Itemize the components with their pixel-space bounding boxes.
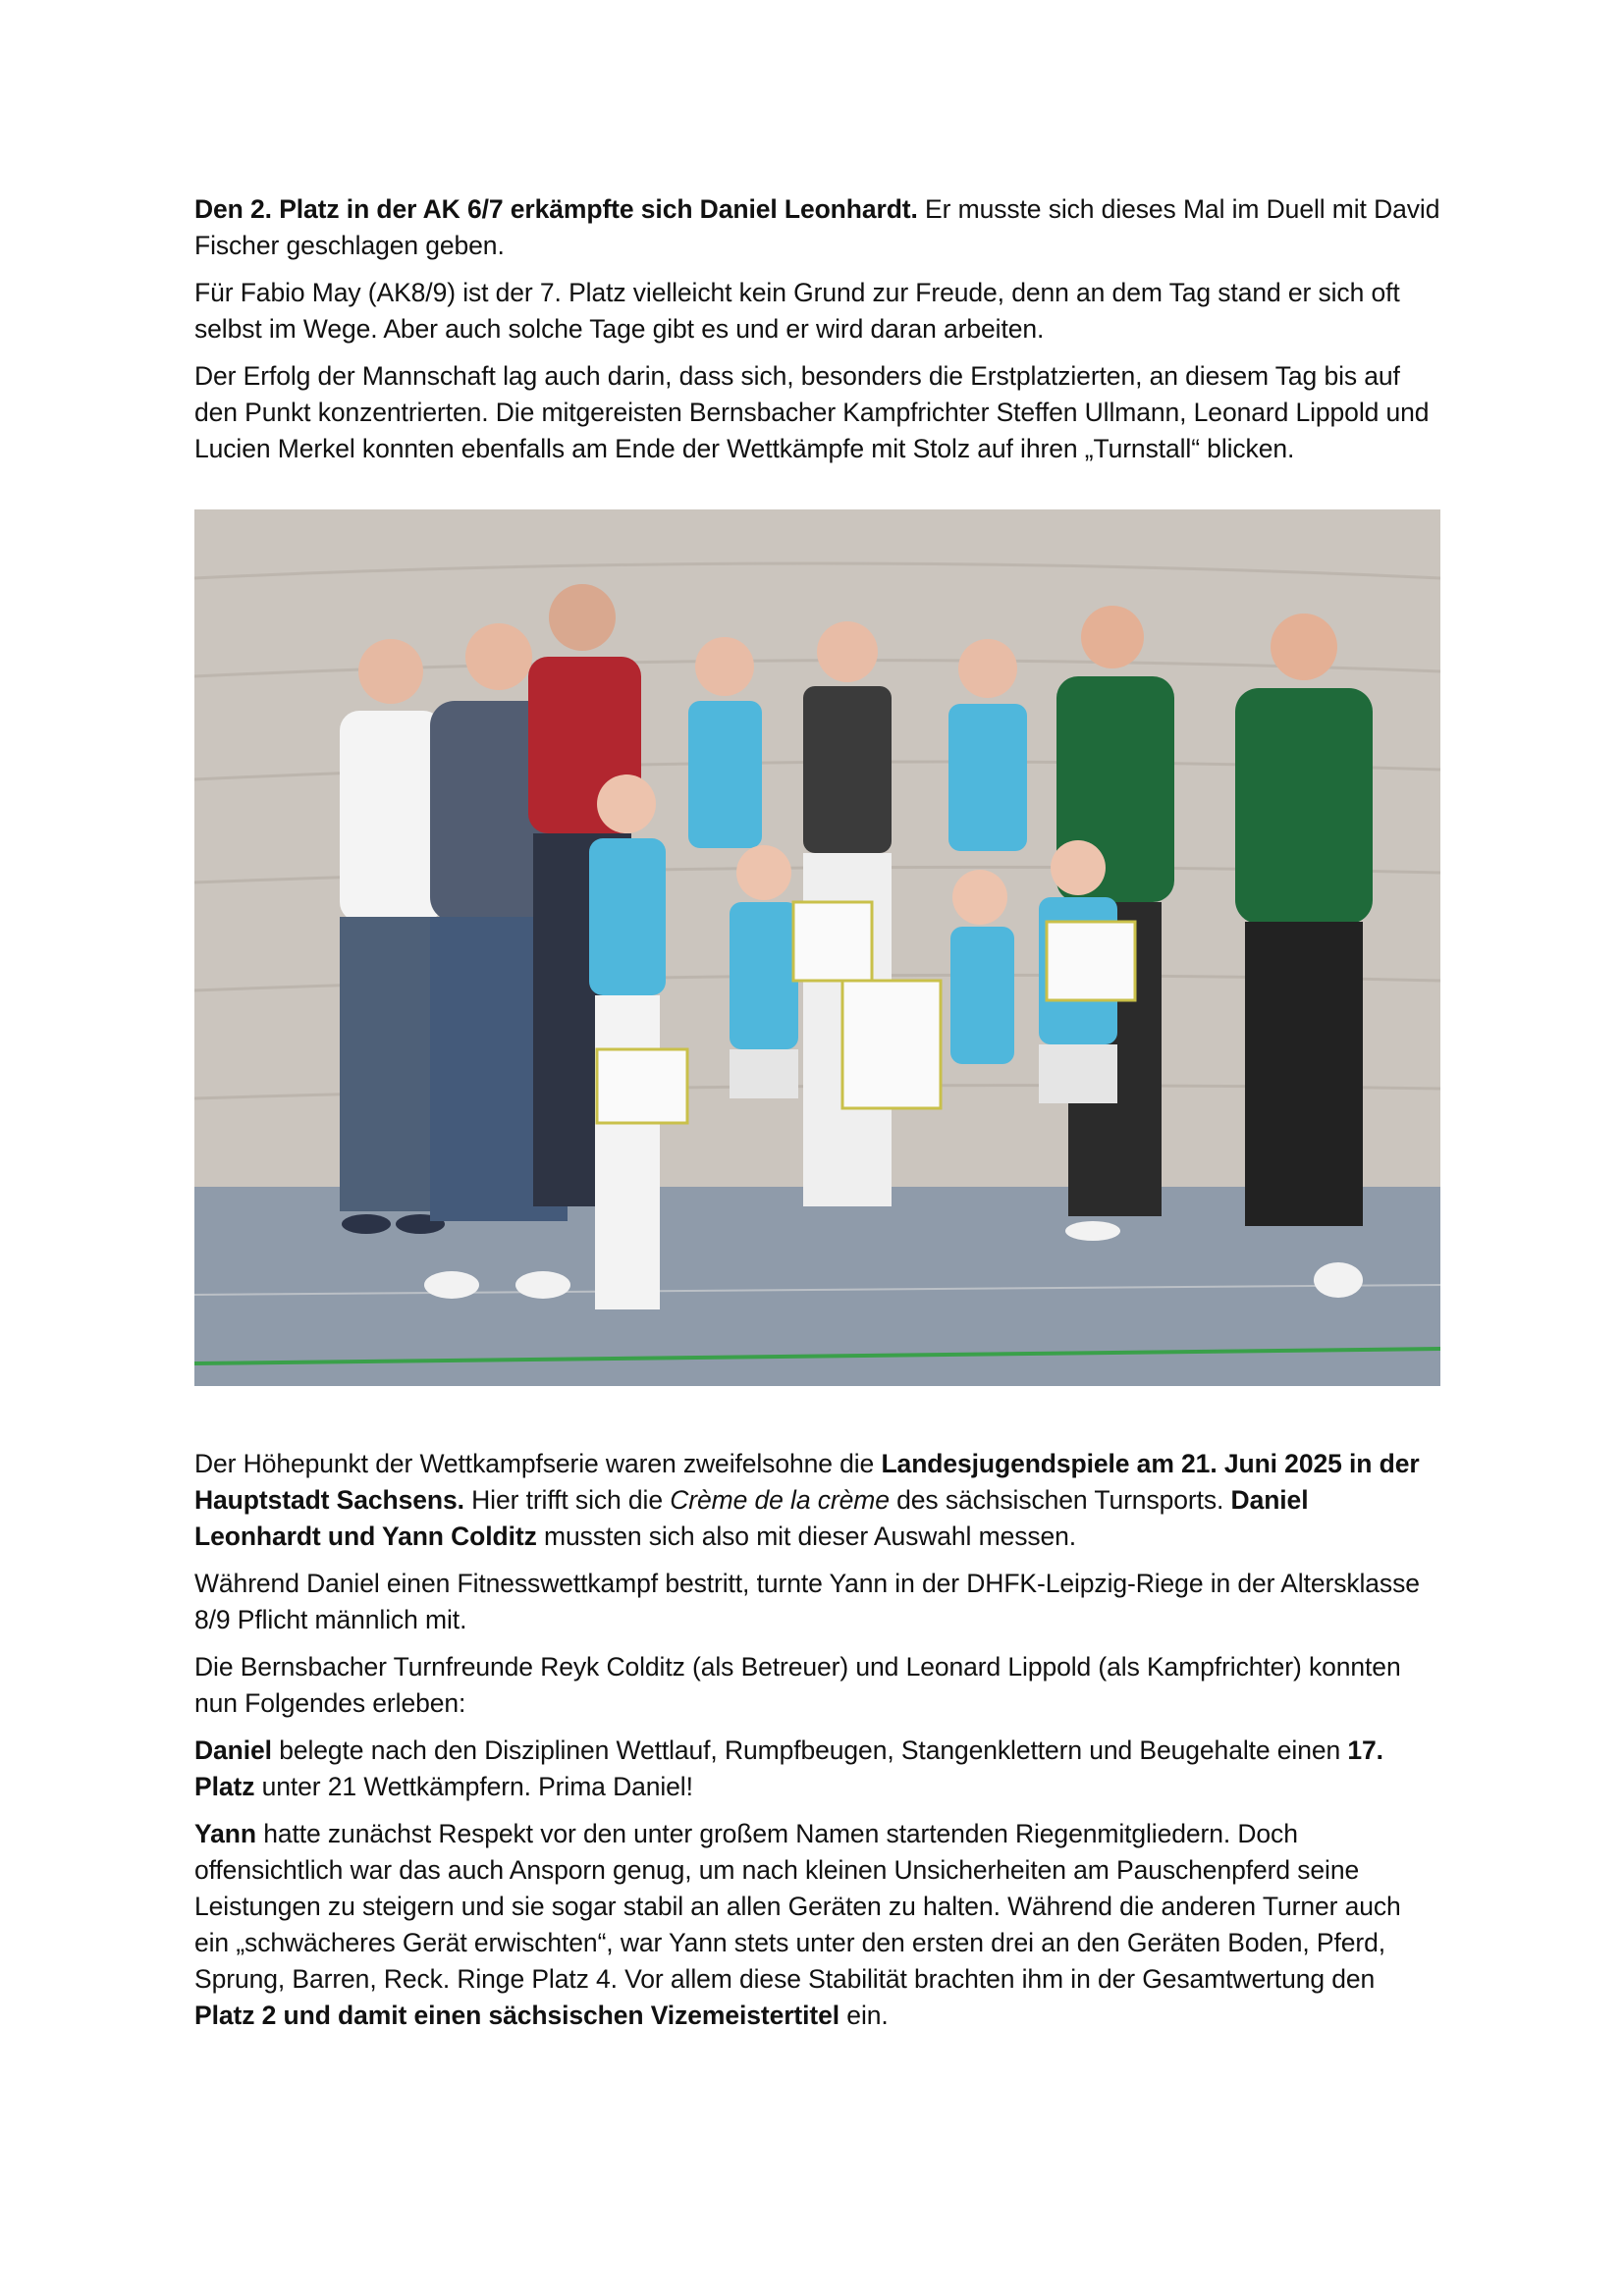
text: unter 21 Wettkämpfern. Prima Daniel! [254, 1772, 693, 1801]
paragraph-fitness-competition: Während Daniel einen Fitnesswettkampf bestritt, turnte Yann in der DHFK-Leipzig-Riege in der Altersklasse 8/9 Pflicht männlich mit. [194, 1569, 1420, 1634]
team-photo [194, 509, 1440, 1386]
text: des sächsischen Turnsports. [889, 1485, 1231, 1515]
bold-text: Daniel Leonhardt und Yann Colditz [194, 1485, 1309, 1551]
text: belegte nach den Disziplinen Wettlauf, Rumpfbeugen, Stangenklettern und Beugehalte einen [271, 1735, 1348, 1765]
paragraph-supporters: Die Bernsbacher Turnfreunde Reyk Colditz (als Betreuer) und Leonard Lippold (als Kampfrichter) konnten nun Folgendes erleben: [194, 1652, 1401, 1718]
paragraph-yann-result [194, 1816, 1441, 2034]
paragraph-daniel-second-place [194, 191, 1441, 264]
text: Er musste sich dieses Mal im Duell mit David Fischer geschlagen geben. [194, 194, 1440, 260]
paragraph-fabio-may: Für Fabio May (AK8/9) ist der 7. Platz vielleicht kein Grund zur Freude, denn an dem Tag stand er sich oft selbst im Wege. Aber auch solche Tage gibt es und er wird daran arbeiten. [194, 278, 1400, 344]
bold-text: Landesjugendspiele am 21. Juni 2025 in der Hauptstadt Sachsens. [194, 1449, 1420, 1515]
text: hatte zunächst Respekt vor den unter großem Namen startenden Riegenmitgliedern. Doch offensichtlich war das auch Ansporn genug, um nach kleinen Unsicherheiten am Pauschenpferd seine Leistungen zu steigern und sie sogar stabil an allen Geräten zu halten. Während die anderen Turner auch ein „schwächeres Gerät erwischten“, war Yann stets unter den ersten drei an den Geräten Boden, Pferd, Sprung, Barren, Reck. Ringe Platz 4. Vor allem diese Stabilität brachten ihm in der Gesamtwertung den [194, 1819, 1401, 1994]
paragraph-landesjugendspiele [194, 1446, 1441, 1555]
italic-text: Crème de la crème [670, 1485, 890, 1515]
bold-text: 17. Platz [194, 1735, 1383, 1801]
text: Der Höhepunkt der Wettkampfserie waren zweifelsohne die [194, 1449, 882, 1478]
paragraph-team-success: Der Erfolg der Mannschaft lag auch darin, dass sich, besonders die Erstplatzierten, an diesem Tag bis auf den Punkt konzentrierten. Die mitgereisten Bernsbacher Kampfrichter Steffen Ullmann, Leonard Lippold und Lucien Merkel konnten ebenfalls am Ende der Wettkämpfe mit Stolz auf ihren „Turnstall“ blicken. [194, 361, 1430, 463]
paragraph-daniel-result [194, 1733, 1441, 1805]
bold-text: Yann [194, 1819, 256, 1848]
bold-text: Platz 2 und damit einen sächsischen Vizemeistertitel [194, 2001, 840, 2030]
text: Hier trifft sich die [463, 1485, 671, 1515]
text: ein. [839, 2001, 889, 2030]
bold-text: Den 2. Platz in der AK 6/7 erkämpfte sich Daniel Leonhardt. [194, 194, 918, 224]
document-page [194, 191, 1441, 2045]
text: mussten sich also mit dieser Auswahl messen. [536, 1522, 1077, 1551]
bold-text: Daniel [194, 1735, 272, 1765]
